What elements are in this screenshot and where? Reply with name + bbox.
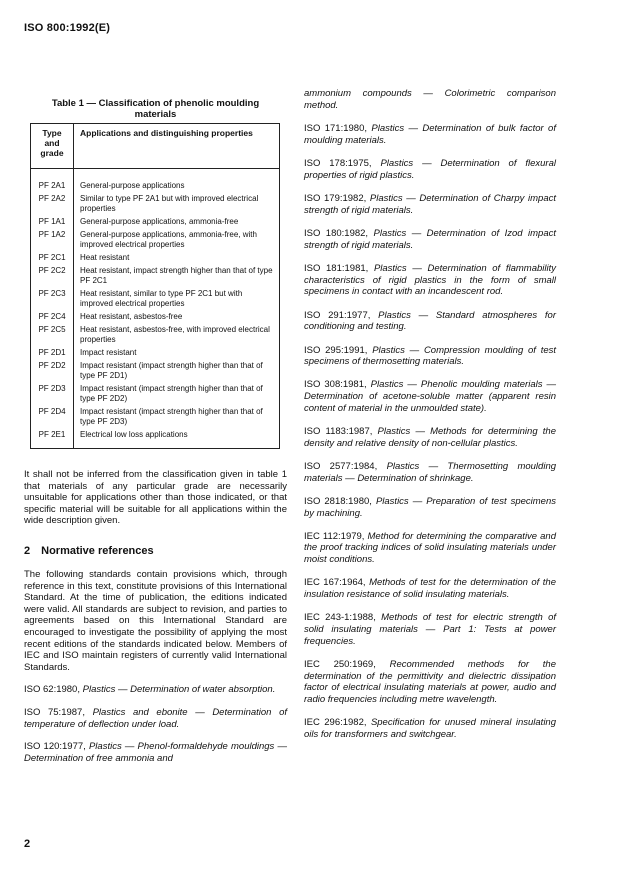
reference-item [304,263,556,298]
reference-title: Method for determining the comparative and the proof tracking indices of solid insulating materials under moist conditions. [304,530,556,566]
reference-code: ISO 2818:1980, [304,495,372,507]
reference-code: ISO 291:1977, [304,309,371,321]
description-cell: Heat resistant, impact strength higher than that of type PF 2C1 [80,266,273,285]
description-cell: General-purpose applications, ammonia-free, with improved electrical properties [80,230,257,249]
reference-title: Methods of test for the determination of the insulation resistance of solid insulating materials. [304,577,557,601]
grade-cell: PF 2E1 [31,429,74,449]
reference-item [304,426,556,449]
table-row [31,324,280,347]
section-heading [24,545,287,557]
reference-code: ISO 2577:1984, [304,460,378,472]
reference-title: Plastics — Determination of bulk factor of moulding materials. [304,123,556,147]
section-number: 2 [24,544,31,557]
table-row [31,311,280,324]
reference-item [304,496,556,519]
reference-item [304,310,556,333]
reference-code: ISO 75:1987, [24,707,85,719]
reference-code: ISO 181:1981, [304,263,369,275]
reference-code: ISO 178:1975, [304,158,372,170]
classification-note: It shall not be inferred from the classification given in table 1 that materials of any particular grade are necessarily unsuitable for applications other than those indicated, or that specific material will be suitable for all applications within the wide description given. [24,469,287,527]
grade-cell: PF 2C2 [31,265,74,288]
reference-title: Recommended methods for the determination of the permittivity and dielectric dissipation factor of electrical insulating materials at power, audio and radio frequencies including metre wavelength. [304,658,556,706]
reference-code: IEC 250:1969, [304,658,376,670]
reference-title: Plastics — Determination of flammability characteristics of rigid plastics in the form of small specimens in contact with an incandescent rod. [304,263,556,298]
description-cell: General-purpose applications, ammonia-free [80,217,239,226]
description-cell: General-purpose applications [80,181,185,190]
table-row [31,169,280,193]
table-row [31,288,280,311]
classification-table [30,123,280,449]
reference-code: ISO 180:1982, [304,228,369,240]
section-intro: The following standards contain provisions which, through reference in this text, constitute provisions of this International Standard. At the time of publication, the editions indicated were valid. All standards are subject to revision, and parties to agreements based on this International Standard are encouraged to investigate the possibility of applying the most recent editions of the standards indicated below. Members of IEC and ISO maintain registers of currently valid International Standards. [24,568,287,673]
table-caption [24,98,287,120]
reference-code: IEC 243-1:1988, [304,612,376,624]
table-caption-line1: Table 1 — Classification of phenolic moulding [51,98,260,109]
description-cell: Impact resistant (impact strength higher than that of type PF 2D2) [80,384,263,403]
reference-item [304,717,556,740]
grade-cell: PF 2C3 [31,288,74,311]
table-row [31,429,280,449]
references-right [304,123,556,740]
grade-cell: PF 2D2 [31,360,74,383]
reference-title: Plastics — Methods for determining the density and relative density of non-cellular plastics. [304,426,556,449]
reference-item [304,228,556,251]
reference-item [304,659,556,706]
reference-code: ISO 62:1980, [24,684,80,696]
grade-cell: PF 2C5 [31,324,74,347]
reference-item [304,123,556,146]
left-column [24,98,287,776]
description-cell: Heat resistant, asbestos-free [80,312,183,321]
reference-title: Plastics — Phenol-formaldehyde mouldings — Determination of free ammonia and [24,741,287,765]
reference-code: ISO 308:1981, [304,379,367,391]
grade-cell: PF 2C1 [31,252,74,265]
reference-code: IEC 167:1964, [304,577,366,589]
reference-title: Plastics — Standard atmospheres for conditioning and testing. [304,309,556,333]
table-row [31,216,280,229]
description-cell: Similar to type PF 2A1 but with improved electrical properties [80,194,259,213]
reference-item [304,612,556,647]
reference-code: ISO 120:1977, [24,741,86,753]
reference-item [304,345,556,368]
reference-item [304,531,556,566]
grade-cell: PF 2D1 [31,347,74,360]
table-header-row [31,124,280,169]
reference-item [24,684,287,696]
description-cell: Heat resistant [80,253,130,262]
table-row [31,347,280,360]
reference-title: Plastics — Determination of water absorption. [82,684,276,696]
description-cell: Impact resistant (impact strength higher than that of type PF 2D1) [80,361,263,380]
grade-cell: PF 2A1 [31,169,74,193]
table-row [31,252,280,265]
page-header: ISO 800:1992(E) [24,22,111,34]
reference-code: IEC 296:1982, [304,717,367,729]
header-type-grade: Type and grade [31,124,74,169]
table-row [31,265,280,288]
table-row [31,383,280,406]
references-left [24,684,287,765]
grade-cell: PF 2A2 [31,193,74,216]
reference-title: Plastics — Compression moulding of test specimens of thermosetting materials. [304,344,557,368]
reference-item [304,577,556,600]
reference-code: ISO 295:1991, [304,344,368,356]
reference-title: Specification for unused mineral insulating oils for transformers and switchgear. [304,717,556,740]
section-title: Normative references [41,544,154,557]
reference-title: Plastics — Determination of flexural properties of rigid plastics. [304,158,556,182]
description-cell: Heat resistant, asbestos-free, with improved electrical properties [80,325,270,344]
page-number: 2 [24,838,31,850]
reference-item [24,707,287,730]
table-body [31,169,280,449]
grade-cell: PF 2C4 [31,311,74,324]
description-cell: Heat resistant, similar to type PF 2C1 but with improved electrical properties [80,289,243,308]
reference-title: Plastics — Preparation of test specimens by machining. [304,495,557,519]
description-cell: Electrical low loss applications [80,430,188,439]
table-row [31,360,280,383]
reference-title: Plastics and ebonite — Determination of temperature of deflection under load. [24,707,287,730]
reference-title: Plastics — Phenolic moulding materials — Determination of acetone-soluble matter (apparent resin content of material in the unmoulded state). [304,379,556,414]
table-row [31,406,280,429]
reference-title: Methods of test for electric strength of solid insulating materials — Part 1: Tests at power frequencies. [304,612,557,647]
reference-item [304,379,556,414]
table-row [31,229,280,252]
table-row [31,193,280,216]
reference-title: Plastics — Determination of Izod impact strength of rigid materials. [304,228,556,251]
reference-title: Plastics — Thermosetting moulding materials — Determination of shrinkage. [304,460,557,484]
reference-code: ISO 179:1982, [304,193,367,205]
reference-continuation: ammonium compounds — Colorimetric comparison method. [304,88,556,111]
header-applications: Applications and distinguishing properties [74,124,280,169]
reference-item [304,461,556,484]
reference-item [24,741,287,764]
reference-item [304,158,556,181]
reference-code: ISO 1183:1987, [304,426,373,438]
reference-code: ISO 171:1980, [304,123,367,135]
description-cell: Impact resistant (impact strength higher than that of type PF 2D3) [80,407,263,426]
reference-title: Plastics — Determination of Charpy impact strength of rigid materials. [304,193,556,216]
grade-cell: PF 2D4 [31,406,74,429]
grade-cell: PF 1A1 [31,216,74,229]
description-cell: Impact resistant [80,348,137,357]
reference-code: IEC 112:1979, [304,530,365,542]
right-column [304,88,556,752]
grade-cell: PF 1A2 [31,229,74,252]
table-caption-line2: materials [134,109,177,120]
reference-item [304,193,556,216]
grade-cell: PF 2D3 [31,383,74,406]
